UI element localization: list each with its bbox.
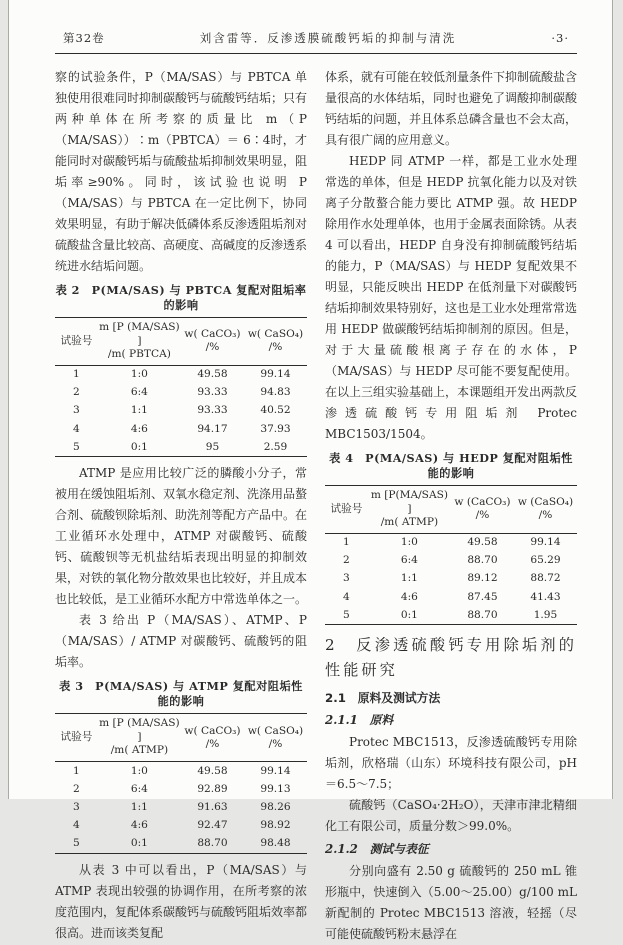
table-cell: 1:1 bbox=[400, 572, 418, 585]
paragraph: Protec MBC1513，反渗透硫酸钙专用除垢剂，欣格瑞（山东）环境科技有限公司，pH＝6.5～7.5； bbox=[325, 735, 577, 792]
paragraph: 分别向盛有 2.50 g 硫酸钙的 250 mL 锥形瓶中，快速倒入（5.00～25.00）g/100 mL 新配制的 Protec MBC1513 溶液，轻摇（尽可能使硫酸钙粉末悬浮在 bbox=[325, 864, 577, 942]
table-cell: 49.58 bbox=[467, 536, 498, 549]
table-cell: 4:6 bbox=[130, 819, 148, 832]
paragraph: 察的试验条件，P（MA/SAS）与 PBTCA 单独使用很难同时抑制碳酸钙与硫酸钙结垢；只有两种单体在所考察的质量比 m（P（MA/SAS））∶m（PBTCA）＝ 6∶4时，才能同时对碳酸钙垢与硫酸盐垢抑制效果明显，阻垢率≥90%。同时，该试验也说明 P（MA/SAS）与 PBTCA 在一定比例下，协同效果明显，有助于解决低磷体系反渗透阻垢剂对硫酸盐含量比较高、高硬度、高碱度的反渗透系统进水结垢问题。 bbox=[55, 70, 308, 273]
table-cell: 99.14 bbox=[260, 368, 291, 381]
table2-caption: 表 2 P(MA/SAS) 与 PBTCA 复配对阻垢率的影响 bbox=[55, 283, 307, 312]
paragraph: HEDP 同 ATMP 一样，都是工业水处理常选的单体，但是 HEDP 抗氧化能力以及对铁离子分散螯合能力要比 ATMP 强。故 HEDP 除用作水处理单体，也用于金属表面除锈。从表 4 可以看出，HEDP 自身没有抑制硫酸钙结垢的能力，P（MA/SAS）与 HEDP 复配效果不明显，只能反映出 HEDP 在低剂量下对碳酸钙结垢抑制效果特别好，这也是工业水处理常常选用 HEDP 做碳酸钙结垢抑制剂的原因。但是，对于大量硫酸根离子存在的水体，P（MA/SAS）与 HEDP 尽可能不要复配使用。在以上三组实验基础上，本课题组开发出两款反渗透硫酸钙专用阻垢剂 Protec MBC1503/1504。 bbox=[325, 154, 578, 441]
table-cell: 0:1 bbox=[130, 440, 148, 453]
table4-body bbox=[325, 533, 577, 625]
table-cell: 99.13 bbox=[260, 782, 291, 795]
table-cell: 88.72 bbox=[530, 572, 561, 585]
paragraph: 从表 3 中可以看出，P（MA/SAS）与 ATMP 表现出较强的协调作用，在所考察的浓度范围内，复配体系碳酸钙与硫酸钙阻垢效率都很高。进而该类复配 bbox=[55, 862, 308, 940]
table-cell: 88.70 bbox=[197, 837, 228, 850]
table-row bbox=[55, 365, 307, 384]
table2 bbox=[55, 317, 307, 457]
table2-col-caso4: w( CaSO₄) /% bbox=[244, 318, 307, 366]
table-cell: 5 bbox=[73, 837, 80, 850]
table-row bbox=[325, 606, 577, 625]
table2-col-caco3: w( CaCO₃) /% bbox=[181, 318, 244, 366]
table-cell: 93.33 bbox=[197, 386, 228, 399]
table-header-row bbox=[55, 714, 307, 762]
ratio-header-line1: m [P (MA/SAS) ] bbox=[99, 717, 180, 743]
table-row bbox=[55, 835, 307, 854]
table-row bbox=[55, 780, 307, 798]
table-cell: 92.89 bbox=[197, 782, 228, 795]
table4-caption: 表 4 P(MA/SAS) 与 HEDP 复配对阻垢性能的影响 bbox=[329, 451, 573, 480]
table2-col-ratio bbox=[98, 318, 181, 366]
table-cell: 49.58 bbox=[197, 368, 228, 381]
table-cell: 1 bbox=[73, 764, 80, 777]
table-row bbox=[55, 384, 307, 402]
table-cell: 1:1 bbox=[130, 800, 148, 813]
table-cell: 6:4 bbox=[400, 554, 418, 567]
table-cell: 3 bbox=[343, 572, 350, 585]
left-column bbox=[55, 67, 307, 945]
table-cell: 1:0 bbox=[130, 368, 148, 381]
ratio-header-line1: m [P(MA/SAS) ] bbox=[370, 489, 448, 515]
table-cell: 99.14 bbox=[530, 536, 561, 549]
table3-body bbox=[55, 761, 307, 853]
table-cell: 4 bbox=[343, 590, 350, 603]
table-cell: 1:0 bbox=[400, 536, 418, 549]
paragraph: 体系，就有可能在较低剂量条件下抑制硫酸盐含量很高的水体结垢，同时也避免了调酸抑制碳酸钙结垢的问题，并且体系总磷含量也不会太高，具有很广阔的应用意义。 bbox=[325, 70, 578, 147]
paragraph: 硫酸钙（CaSO₄·2H₂O），天津市津北精细化工有限公司，质量分数＞99.0%。 bbox=[325, 798, 577, 834]
table-cell: 1 bbox=[343, 536, 350, 549]
ratio-header-line2: /m( ATMP) bbox=[110, 744, 169, 757]
table-cell: 4:6 bbox=[400, 590, 418, 603]
table-cell: 4 bbox=[73, 422, 80, 435]
table-cell: 6:4 bbox=[130, 386, 148, 399]
table4-col-caco3: w (CaCO₃) /% bbox=[451, 486, 514, 534]
table-cell: 98.26 bbox=[260, 800, 291, 813]
table-cell: 88.70 bbox=[467, 554, 498, 567]
subsection-heading-2-1: 2.1 原料及测试方法 bbox=[325, 691, 441, 706]
table-cell: 1:1 bbox=[130, 404, 148, 417]
table-cell: 94.17 bbox=[197, 422, 228, 435]
table-cell: 99.14 bbox=[260, 764, 291, 777]
table-header-row bbox=[55, 318, 307, 366]
table-row bbox=[55, 798, 307, 816]
table-row bbox=[325, 570, 577, 588]
table-cell: 65.29 bbox=[530, 554, 561, 567]
table-row bbox=[55, 817, 307, 835]
table2-body bbox=[55, 365, 307, 457]
table-cell: 88.70 bbox=[467, 608, 498, 621]
table-cell: 5 bbox=[343, 608, 350, 621]
table-cell: 0:1 bbox=[130, 837, 148, 850]
table-cell: 94.83 bbox=[260, 386, 291, 399]
table-cell: 40.52 bbox=[260, 404, 291, 417]
table-cell: 1 bbox=[73, 368, 80, 381]
table-cell: 1:0 bbox=[130, 764, 148, 777]
page-header bbox=[55, 24, 577, 54]
table-cell: 41.43 bbox=[530, 590, 561, 603]
table3-col-caco3: w( CaCO₃) /% bbox=[181, 714, 244, 762]
table-cell: 0:1 bbox=[400, 608, 418, 621]
page-content bbox=[55, 24, 577, 945]
table3-col-test: 试验号 bbox=[55, 714, 98, 762]
table-cell: 5 bbox=[73, 440, 80, 453]
table-row bbox=[325, 588, 577, 606]
table-cell: 95 bbox=[205, 440, 220, 453]
table3 bbox=[55, 713, 307, 853]
table-header-row bbox=[325, 486, 577, 534]
ratio-header-line2: /m( ATMP) bbox=[380, 516, 439, 528]
table-row bbox=[55, 438, 307, 457]
table4 bbox=[325, 485, 577, 625]
table2-col-test: 试验号 bbox=[55, 318, 98, 366]
subsubsection-heading-2-1-1: 2.1.1 原料 bbox=[325, 713, 394, 728]
paragraph: 表 3 给出 P（MA/SAS）、ATMP、P（MA/SAS）/ ATMP 对碳酸钙、硫酸钙的阻垢率。 bbox=[55, 613, 307, 670]
table3-col-caso4: w( CaSO₄) /% bbox=[244, 714, 307, 762]
table-cell: 91.63 bbox=[197, 800, 228, 813]
table-cell: 4:6 bbox=[130, 422, 148, 435]
table4-col-caso4: w (CaSO₄) /% bbox=[514, 486, 577, 534]
table-cell: 2.59 bbox=[263, 440, 288, 453]
table4-col-ratio bbox=[368, 486, 451, 534]
table-cell: 4 bbox=[73, 819, 80, 832]
table-cell: 2 bbox=[73, 386, 80, 399]
table-row bbox=[325, 552, 577, 570]
paragraph: ATMP 是应用比较广泛的膦酸小分子，常被用在缓蚀阻垢剂、双氧水稳定剂、洗涤用品螯合剂、硫酸钡除垢剂、助洗剂等配方产品中。在工业循环水处理中，ATMP 对碳酸钙、硫酸钙、硫酸钡等无机盐结垢表现出明显的抑制效果，对铁的氧化物分散效果也比较好，并且成本也比较低，是工业循环水配方中常选单体之一。 bbox=[55, 466, 308, 607]
section-heading-2: 2 反渗透硫酸钙专用除垢剂的性能研究 bbox=[325, 636, 577, 680]
table-cell: 6:4 bbox=[130, 782, 148, 795]
table-row bbox=[325, 533, 577, 552]
table-cell: 2 bbox=[343, 554, 350, 567]
table-cell: 89.12 bbox=[467, 572, 498, 585]
table-row bbox=[55, 402, 307, 420]
table3-col-ratio bbox=[98, 714, 181, 762]
subsubsection-heading-2-1-2: 2.1.2 测试与表征 bbox=[325, 842, 429, 857]
table-cell: 3 bbox=[73, 404, 80, 417]
volume-label: 第32卷 bbox=[63, 31, 105, 45]
table-row bbox=[55, 761, 307, 780]
ratio-header-line2: /m( PBTCA) bbox=[107, 348, 171, 360]
table-cell: 98.48 bbox=[260, 837, 291, 850]
ratio-header-line1: m [P (MA/SAS) ] bbox=[99, 321, 180, 347]
table4-col-test: 试验号 bbox=[325, 486, 368, 534]
two-column-body bbox=[55, 67, 577, 945]
table-cell: 87.45 bbox=[467, 590, 498, 603]
table-cell: 2 bbox=[73, 782, 80, 795]
scanned-page bbox=[8, 0, 613, 942]
table3-caption: 表 3 P(MA/SAS) 与 ATMP 复配对阻垢性能的影响 bbox=[59, 679, 303, 709]
table-cell: 3 bbox=[73, 800, 80, 813]
table-cell: 93.33 bbox=[197, 404, 228, 417]
table-cell: 37.93 bbox=[260, 422, 291, 435]
table-cell: 98.92 bbox=[260, 819, 291, 832]
right-column bbox=[325, 67, 577, 945]
table-cell: 1.95 bbox=[533, 608, 558, 621]
table-row bbox=[55, 420, 307, 438]
table-cell: 49.58 bbox=[197, 764, 228, 777]
page-number: ·3· bbox=[551, 31, 569, 45]
table-cell: 92.47 bbox=[197, 819, 228, 832]
running-title: 刘含雷等．反渗透膜硫酸钙垢的抑制与清洗 bbox=[199, 31, 457, 45]
